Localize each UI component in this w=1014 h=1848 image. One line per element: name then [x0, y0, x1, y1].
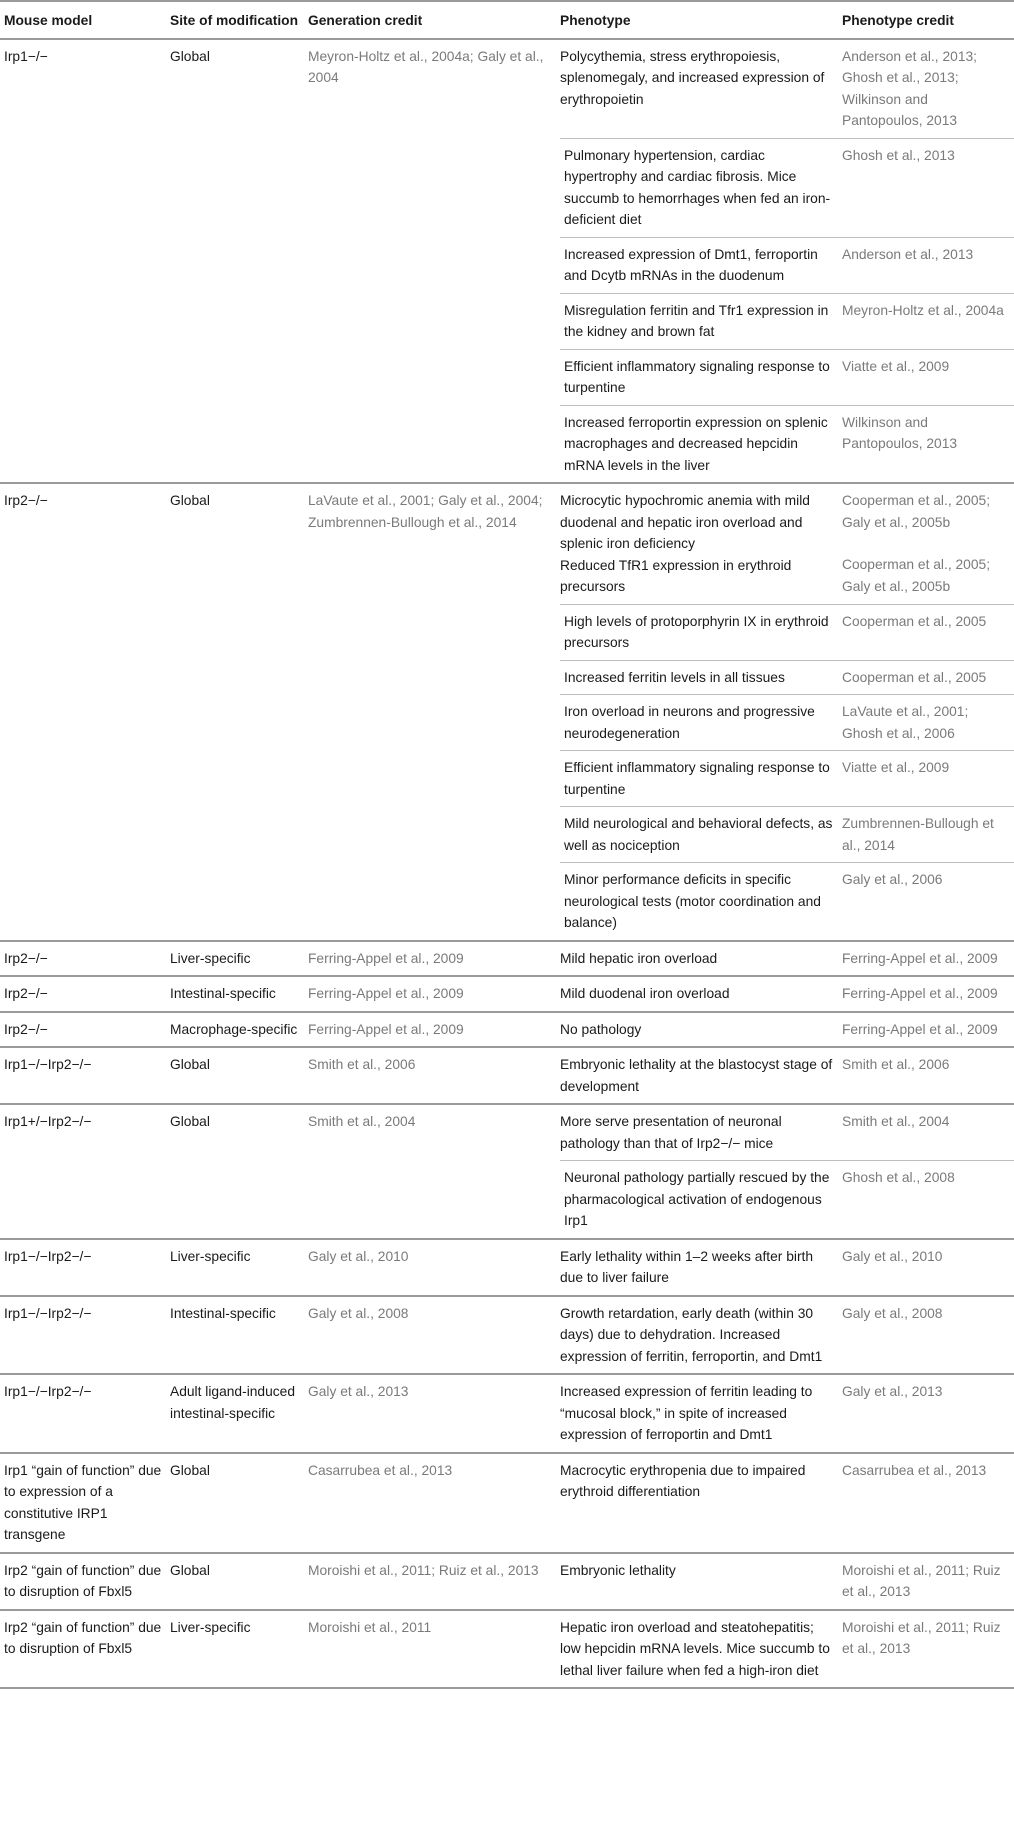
mouse-model-cell: Irp1−/−Irp2−/−: [4, 1305, 92, 1321]
phenotype-cell: Iron overload in neurons and progressive neurodegeneration: [560, 695, 842, 751]
phenotype-credit-cell: [842, 483, 1014, 604]
mouse-model-cell: Irp1+/−Irp2−/−: [4, 1114, 92, 1129]
mouse-model-cell: Irp1−/−Irp2−/−: [4, 1384, 92, 1399]
site-cell: Global: [170, 1114, 210, 1129]
phenotype-cell: Polycythemia, stress erythropoiesis, splenomegaly, and increased expression of erythropoietin: [560, 48, 825, 107]
mouse-model-cell: Irp1−/−Irp2−/−: [4, 1057, 92, 1072]
header-generation-credit: Generation credit: [308, 13, 423, 28]
phenotype-cell: Increased expression of ferritin leading to “mucosal block,” in spite of increased expression of ferroportin and Dmt1: [560, 1384, 813, 1442]
table-row: [0, 1553, 1014, 1610]
phenotype-line: Reduced TfR1 expression in erythroid precursors: [560, 557, 792, 594]
generation-credit-cell: Casarrubea et al., 2013: [308, 1462, 453, 1478]
mouse-model-cell: Irp1 “gain of function” due to expression of a constitutive IRP1 transgene: [4, 1462, 162, 1542]
generation-credit-cell: Galy et al., 2008: [308, 1305, 409, 1321]
mouse-model-cell: Irp2 “gain of function” due to disruption of Fbxl5: [4, 1562, 162, 1599]
mouse-model-cell: Irp2−/−: [4, 950, 48, 966]
table-row: [0, 941, 1014, 977]
spacer: [842, 533, 1006, 554]
phenotype-credit-cell: Ferring-Appel et al., 2009: [842, 1021, 998, 1037]
generation-credit-cell: Moroishi et al., 2011: [308, 1619, 432, 1635]
mouse-model-cell: Irp2−/−: [4, 986, 48, 1001]
table-row: [0, 1104, 1014, 1161]
generation-credit-cell: LaVaute et al., 2001; Galy et al., 2004; Zumbrennen-Bullough et al., 2014: [308, 493, 543, 530]
phenotype-cell: Embryonic lethality at the blastocyst stage of development: [560, 1057, 833, 1094]
table-row: [0, 976, 1014, 1012]
phenotype-credit-cell: Anderson et al., 2013: [842, 237, 1014, 293]
phenotype-cell: Pulmonary hypertension, cardiac hypertrophy and cardiac fibrosis. Mice succumb to hemorrhages when fed an iron-deficient diet: [560, 138, 842, 237]
header-phenotype-credit: Phenotype credit: [842, 13, 954, 28]
site-cell: Intestinal-specific: [170, 1305, 276, 1321]
phenotype-credit-line: Cooperman et al., 2005; Galy et al., 2005b: [842, 557, 991, 594]
generation-credit-cell: Meyron-Holtz et al., 2004a; Galy et al., 2004: [308, 48, 544, 85]
phenotype-credit-cell: LaVaute et al., 2001; Ghosh et al., 2006: [842, 695, 1014, 751]
phenotype-cell: Growth retardation, early death (within 30 days) due to dehydration. Increased expression of ferritin, ferroportin, and Dmt1: [560, 1305, 823, 1364]
header-mouse-model: Mouse model: [4, 13, 93, 28]
phenotype-credit-cell: Moroishi et al., 2011; Ruiz et al., 2013: [842, 1619, 1001, 1656]
phenotype-credit-cell: Casarrubea et al., 2013: [842, 1462, 987, 1478]
generation-credit-cell: Moroishi et al., 2011; Ruiz et al., 2013: [308, 1562, 539, 1578]
phenotype-credit-cell: Smith et al., 2006: [842, 1057, 950, 1072]
phenotype-credit-cell: Meyron-Holtz et al., 2004a: [842, 293, 1014, 349]
table-row: [0, 1374, 1014, 1453]
table-row: [0, 1453, 1014, 1553]
site-cell: Liver-specific: [170, 1619, 251, 1635]
phenotype-cell: Hepatic iron overload and steatohepatitis; low hepcidin mRNA levels. Mice succumb to lethal liver failure when fed a high-iron diet: [560, 1619, 830, 1678]
mouse-model-cell: Irp1−/−: [4, 48, 48, 64]
generation-credit-cell: Ferring-Appel et al., 2009: [308, 1021, 464, 1037]
phenotype-cell: Misregulation ferritin and Tfr1 expression in the kidney and brown fat: [560, 293, 842, 349]
mouse-model-cell: Irp2−/−: [4, 1021, 48, 1037]
generation-credit-cell: Smith et al., 2004: [308, 1114, 416, 1129]
table-row: [0, 1610, 1014, 1689]
phenotype-cell: No pathology: [560, 1021, 642, 1037]
table-row: [0, 1239, 1014, 1296]
phenotype-credit-cell: Smith et al., 2004: [842, 1114, 950, 1129]
table-row: [0, 1012, 1014, 1048]
phenotype-credit-cell: Galy et al., 2013: [842, 1384, 943, 1399]
site-cell: Global: [170, 1562, 210, 1578]
site-cell: Liver-specific: [170, 950, 251, 966]
site-cell: Liver-specific: [170, 1248, 251, 1264]
phenotype-credit-cell: Galy et al., 2010: [842, 1248, 943, 1264]
mouse-model-cell: Irp1−/−Irp2−/−: [4, 1248, 92, 1264]
site-cell: Global: [170, 1462, 210, 1478]
phenotype-credit-cell: Cooperman et al., 2005: [842, 660, 1014, 695]
table-row: [0, 483, 1014, 604]
phenotype-cell: Early lethality within 1–2 weeks after birth due to liver failure: [560, 1248, 814, 1285]
generation-credit-cell: Ferring-Appel et al., 2009: [308, 950, 464, 966]
table-row: [0, 39, 1014, 139]
site-cell: Global: [170, 1057, 210, 1072]
phenotype-credit-line: Cooperman et al., 2005; Galy et al., 2005b: [842, 493, 991, 530]
site-cell: Global: [170, 48, 210, 64]
phenotype-cell: Efficient inflammatory signaling response to turpentine: [560, 751, 842, 807]
generation-credit-cell: Ferring-Appel et al., 2009: [308, 986, 464, 1001]
phenotype-credit-cell: Viatte et al., 2009: [842, 349, 1014, 405]
phenotype-cell: Mild duodenal iron overload: [560, 986, 730, 1001]
phenotype-cell: Increased expression of Dmt1, ferroportin and Dcytb mRNAs in the duodenum: [560, 237, 842, 293]
site-cell: Global: [170, 493, 210, 508]
phenotype-cell: Embryonic lethality: [560, 1562, 676, 1578]
mouse-model-cell: Irp2 “gain of function” due to disruption of Fbxl5: [4, 1619, 162, 1656]
generation-credit-cell: Galy et al., 2013: [308, 1384, 409, 1399]
phenotype-cell: More serve presentation of neuronal pathology than that of Irp2−/− mice: [560, 1114, 782, 1151]
header-phenotype: Phenotype: [560, 13, 631, 28]
phenotype-cell: Increased ferritin levels in all tissues: [560, 660, 842, 695]
phenotype-cell: Minor performance deficits in specific neurological tests (motor coordination and balance): [560, 863, 842, 941]
generation-credit-cell: Galy et al., 2010: [308, 1248, 409, 1264]
phenotype-cell: Increased ferroportin expression on splenic macrophages and decreased hepcidin mRNA levels in the liver: [560, 405, 842, 483]
phenotype-credit-cell: Viatte et al., 2009: [842, 751, 1014, 807]
phenotype-credit-cell: Galy et al., 2008: [842, 1305, 943, 1321]
header-site: Site of modification: [170, 13, 299, 28]
phenotype-cell: Efficient inflammatory signaling response to turpentine: [560, 349, 842, 405]
phenotype-line: Microcytic hypochromic anemia with mild duodenal and hepatic iron overload and splenic iron deficiency: [560, 493, 810, 551]
phenotype-cell: High levels of protoporphyrin IX in erythroid precursors: [560, 604, 842, 660]
table-row: [0, 1047, 1014, 1104]
phenotype-cell: Mild neurological and behavioral defects, as well as nociception: [560, 807, 842, 863]
phenotype-credit-cell: Anderson et al., 2013; Ghosh et al., 2013; Wilkinson and Pantopoulos, 2013: [842, 48, 977, 128]
phenotype-credit-cell: Zumbrennen-Bullough et al., 2014: [842, 807, 1014, 863]
generation-credit-cell: Smith et al., 2006: [308, 1057, 416, 1072]
site-cell: Intestinal-specific: [170, 986, 276, 1001]
mouse-model-cell: Irp2−/−: [4, 493, 48, 508]
phenotype-credit-cell: Ghosh et al., 2013: [842, 138, 1014, 237]
phenotype-credit-cell: Galy et al., 2006: [842, 863, 1014, 941]
table-row: [0, 1296, 1014, 1375]
site-cell: Adult ligand-induced intestinal-specific: [170, 1384, 296, 1421]
phenotype-credit-cell: Ghosh et al., 2008: [842, 1161, 1014, 1239]
phenotype-cell: Mild hepatic iron overload: [560, 950, 718, 966]
header-row: [0, 1, 1014, 39]
phenotype-credit-cell: Wilkinson and Pantopoulos, 2013: [842, 405, 1014, 483]
phenotype-cell: Macrocytic erythropenia due to impaired erythroid differentiation: [560, 1462, 806, 1499]
phenotype-cell: [560, 483, 842, 604]
phenotype-cell: Neuronal pathology partially rescued by the pharmacological activation of endogenous Irp1: [560, 1161, 842, 1239]
phenotype-credit-cell: Cooperman et al., 2005: [842, 604, 1014, 660]
phenotype-credit-cell: Moroishi et al., 2011; Ruiz et al., 2013: [842, 1562, 1001, 1599]
phenotype-credit-cell: Ferring-Appel et al., 2009: [842, 986, 998, 1001]
phenotype-credit-cell: Ferring-Appel et al., 2009: [842, 950, 998, 966]
site-cell: Macrophage-specific: [170, 1021, 298, 1037]
